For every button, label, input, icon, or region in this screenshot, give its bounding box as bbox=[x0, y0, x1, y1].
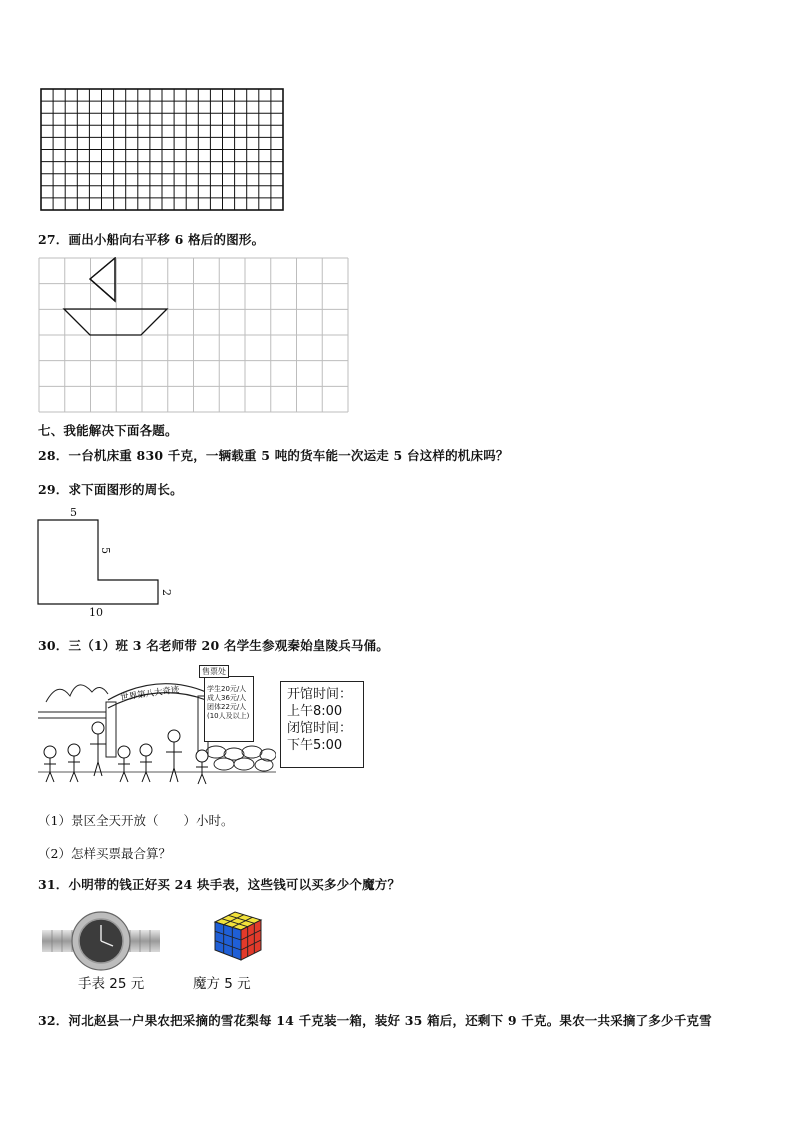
l-shape-figure bbox=[36, 518, 162, 608]
question-30-part-1: （1）景区全天开放（ ）小时。 bbox=[38, 813, 234, 828]
watch-caption: 手表 25 元 bbox=[78, 976, 145, 992]
banner-text: 世界第八大奇迹 bbox=[119, 685, 181, 704]
ticket-sign: 售票处 bbox=[199, 665, 229, 678]
close-time-value: 下午5:00 bbox=[287, 738, 343, 753]
question-31: 31．小明带的钱正好买 24 块手表，这些钱可以买多少个魔方？ bbox=[38, 877, 401, 892]
label-right-small: 2 bbox=[160, 589, 173, 596]
question-28: 28．一台机床重 830 千克，一辆载重 5 吨的货车能一次运走 5 台这样的机床吗？ bbox=[38, 448, 509, 463]
price-group-note: (10人及以上) bbox=[207, 712, 250, 720]
opening-hours-board bbox=[280, 681, 364, 768]
section-heading: 七、我能解决下面各题。 bbox=[38, 423, 178, 438]
price-student: 学生20元/人 bbox=[207, 685, 247, 693]
watch-icon bbox=[42, 910, 160, 972]
open-time-label: 开馆时间： bbox=[287, 687, 353, 702]
cube-caption: 魔方 5 元 bbox=[193, 976, 251, 992]
answer-grid bbox=[40, 88, 285, 212]
label-right-vertical: 5 bbox=[99, 547, 112, 554]
question-30: 30．三（1）班 3 名老师带 20 名学生参观秦始皇陵兵马俑。 bbox=[38, 638, 389, 653]
rubiks-cube-icon bbox=[211, 910, 265, 962]
boat-grid bbox=[38, 257, 349, 413]
label-top: 5 bbox=[70, 506, 77, 519]
price-adult: 成人36元/人 bbox=[207, 694, 247, 702]
question-29: 29．求下面图形的周长。 bbox=[38, 482, 183, 497]
ticket-office bbox=[202, 667, 254, 742]
open-time-value: 上午8:00 bbox=[287, 704, 343, 719]
label-bottom: 10 bbox=[89, 606, 103, 619]
question-27: 27．画出小船向右平移 6 格后的图形。 bbox=[38, 232, 265, 247]
boat-figure bbox=[64, 258, 167, 335]
price-group: 团体22元/人 bbox=[207, 703, 247, 711]
close-time-label: 闭馆时间： bbox=[287, 721, 353, 736]
question-30-part-2: （2）怎样买票最合算？ bbox=[38, 846, 171, 861]
question-32: 32．河北赵县一户果农把采摘的雪花梨每 14 千克装一箱，装好 35 箱后，还剩下 9 千克。果农一共采摘了多少千克雪 bbox=[38, 1013, 712, 1028]
